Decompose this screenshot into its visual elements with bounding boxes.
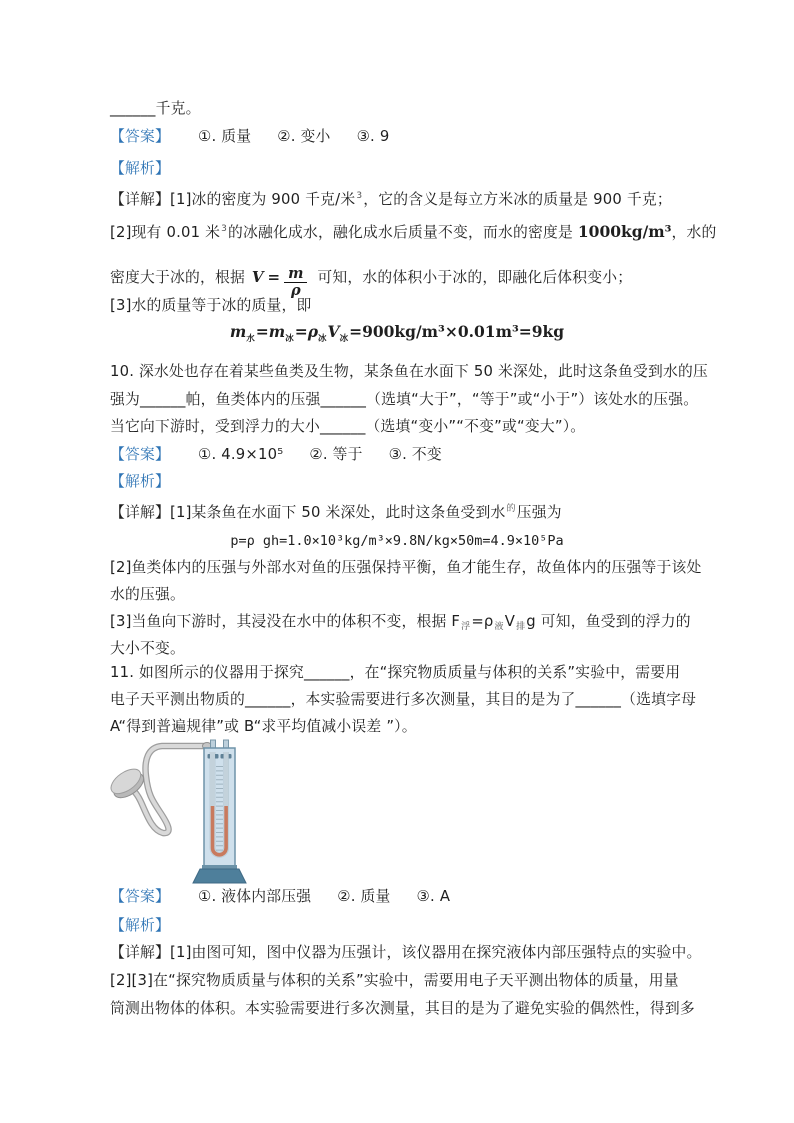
q10-detail-line-3b: 大小不变。 bbox=[110, 640, 185, 657]
answer-item: ②. 变小 bbox=[277, 128, 331, 145]
eq-var-rho-ice: ρ bbox=[307, 322, 319, 341]
q10-analysis-label: 【解析】 bbox=[110, 473, 170, 490]
q9-detail-line-4: [3]水的质量等于冰的质量，即 bbox=[110, 297, 312, 314]
detail-text: 压强为 bbox=[516, 504, 562, 521]
q10-detail-line-1 bbox=[110, 499, 562, 523]
eq-var-m-ice: m bbox=[268, 322, 286, 341]
answer-item: ③. 9 bbox=[356, 128, 390, 145]
q11-detail-line-1: 【详解】[1]由图可知，图中仪器为压强计，该仪器用在探究液体内部压强特点的实验中。 bbox=[110, 944, 702, 961]
detail-text: 【详解】[1]冰的密度为 900 千克/米 bbox=[110, 191, 356, 208]
q11-question-line-3: A“得到普遍规律”或 B“求平均值减小误差 ”）。 bbox=[110, 718, 417, 735]
detail-text: 可知，水的体积小于冰的，即融化后体积变小； bbox=[317, 269, 633, 286]
detail-text: [2]现有 0.01 米 bbox=[110, 224, 221, 241]
manometer-base bbox=[193, 865, 246, 883]
equals-sign: = bbox=[294, 322, 308, 341]
detail-text: [3]当鱼向下游时，其浸没在水中的体积不变，根据 F bbox=[110, 613, 461, 630]
mass-over-density-fraction bbox=[284, 266, 307, 299]
q9-detail-line-2 bbox=[110, 219, 716, 243]
superscript-3: 3 bbox=[356, 191, 363, 201]
q10-detail-line-2a: [2]鱼类体内的压强与外部水对鱼的压强保持平衡，鱼才能生存，故鱼体内的压强等于该处 bbox=[110, 559, 702, 576]
detail-text: g 可知，鱼受到的浮力的 bbox=[526, 613, 691, 630]
equals-sign: = bbox=[267, 268, 281, 286]
q10-question-line-1: 10. 深水处也存在着某些鱼类及生物，某条鱼在水面下 50 米深处，此时这条鱼受到水的压 bbox=[110, 363, 708, 380]
q11-detail-line-2a: [2][3]在“探究物质质量与体积的关系”实验中，需要用电子天平测出物体的质量，用量 bbox=[110, 972, 679, 989]
q9-detail-line-3 bbox=[110, 266, 632, 299]
answer-item: ①. 质量 bbox=[198, 128, 252, 145]
density-formula: 1000kg/m³ bbox=[577, 222, 672, 241]
volume-variable: V bbox=[251, 268, 264, 286]
superscript-de: 的 bbox=[506, 504, 516, 514]
detail-text: =ρ bbox=[471, 613, 494, 630]
q11-question-line-2: 电子天平测出物质的______，本实验需要进行多次测量，其目的是为了______（选填字母 bbox=[110, 691, 697, 708]
answer-label: 【答案】 bbox=[110, 888, 170, 905]
rubber-tube bbox=[128, 746, 206, 833]
q10-pressure-formula: p=ρ gh=1.0×10³kg/m³×9.8N/kg×50m=4.9×10⁵Pa bbox=[230, 533, 564, 549]
subscript-displaced: 排 bbox=[516, 622, 526, 632]
eq-subscript-ice: 冰 bbox=[318, 334, 327, 344]
detail-text: V bbox=[504, 613, 516, 630]
q9-analysis-label: 【解析】 bbox=[110, 160, 170, 177]
q9-answer-row bbox=[110, 127, 415, 147]
eq-var-V-ice: V bbox=[327, 322, 340, 341]
q11-analysis-label: 【解析】 bbox=[110, 917, 170, 934]
answer-item: ②. 等于 bbox=[309, 446, 363, 463]
detail-text: ，水的 bbox=[671, 224, 717, 241]
eq-subscript-ice: 冰 bbox=[285, 334, 294, 344]
q9-continuation-line: ______千克。 bbox=[110, 100, 201, 117]
subscript-buoyancy: 浮 bbox=[461, 622, 471, 632]
answer-item: ①. 液体内部压强 bbox=[198, 888, 312, 905]
q9-detail-line-1 bbox=[110, 186, 672, 210]
detail-text: 【详解】[1]某条鱼在水面下 50 米深处，此时这条鱼受到水 bbox=[110, 504, 506, 521]
q10-question-line-2: 强为______帕，鱼类体内的压强______（选填“大于”，“等于”或“小于”）该处水的压强。 bbox=[110, 391, 699, 408]
superscript-3: 3 bbox=[221, 224, 228, 234]
eq-subscript-water: 水 bbox=[246, 334, 255, 344]
pressure-gauge-figure bbox=[105, 736, 255, 888]
q11-question-line-1: 11. 如图所示的仪器用于探究______，在“探究物质质量与体积的关系”实验中，需要用 bbox=[110, 664, 681, 681]
equals-sign: = bbox=[255, 322, 269, 341]
q11-detail-line-2b: 筒测出物体的体积。本实验需要进行多次测量，其目的是为了避免实验的偶然性，得到多 bbox=[110, 1000, 695, 1017]
answer-item: ③. A bbox=[416, 888, 451, 905]
eq-subscript-ice: 冰 bbox=[339, 334, 349, 344]
fraction-denominator: ρ bbox=[290, 282, 301, 299]
answer-item: ①. 4.9×10⁵ bbox=[198, 446, 284, 463]
q10-question-line-3: 当它向下游时，受到浮力的大小______（选填“变小”“不变”或“变大”）。 bbox=[110, 418, 586, 435]
q10-answer-row bbox=[110, 445, 468, 465]
detail-text: 密度大于冰的，根据 bbox=[110, 269, 245, 286]
eq-var-m-water: m bbox=[229, 322, 247, 341]
q10-detail-line-2b: 水的压强。 bbox=[110, 586, 185, 603]
answer-item: ③. 不变 bbox=[388, 446, 442, 463]
detail-text: 的冰融化成水，融化成水后质量不变，而水的密度是 bbox=[228, 224, 573, 241]
answer-item: ②. 质量 bbox=[337, 888, 391, 905]
answer-label: 【答案】 bbox=[110, 128, 170, 145]
subscript-liquid: 液 bbox=[494, 622, 504, 632]
q10-detail-line-3a bbox=[110, 612, 691, 637]
eq-result: =900kg/m³×0.01m³=9kg bbox=[349, 322, 565, 341]
q9-mass-equation bbox=[0, 322, 794, 349]
fraction-numerator: m bbox=[284, 266, 307, 283]
detail-text: ，它的含义是每立方米冰的质量是 900 千克； bbox=[363, 191, 672, 208]
q11-answer-row bbox=[110, 887, 476, 907]
answer-label: 【答案】 bbox=[110, 446, 170, 463]
